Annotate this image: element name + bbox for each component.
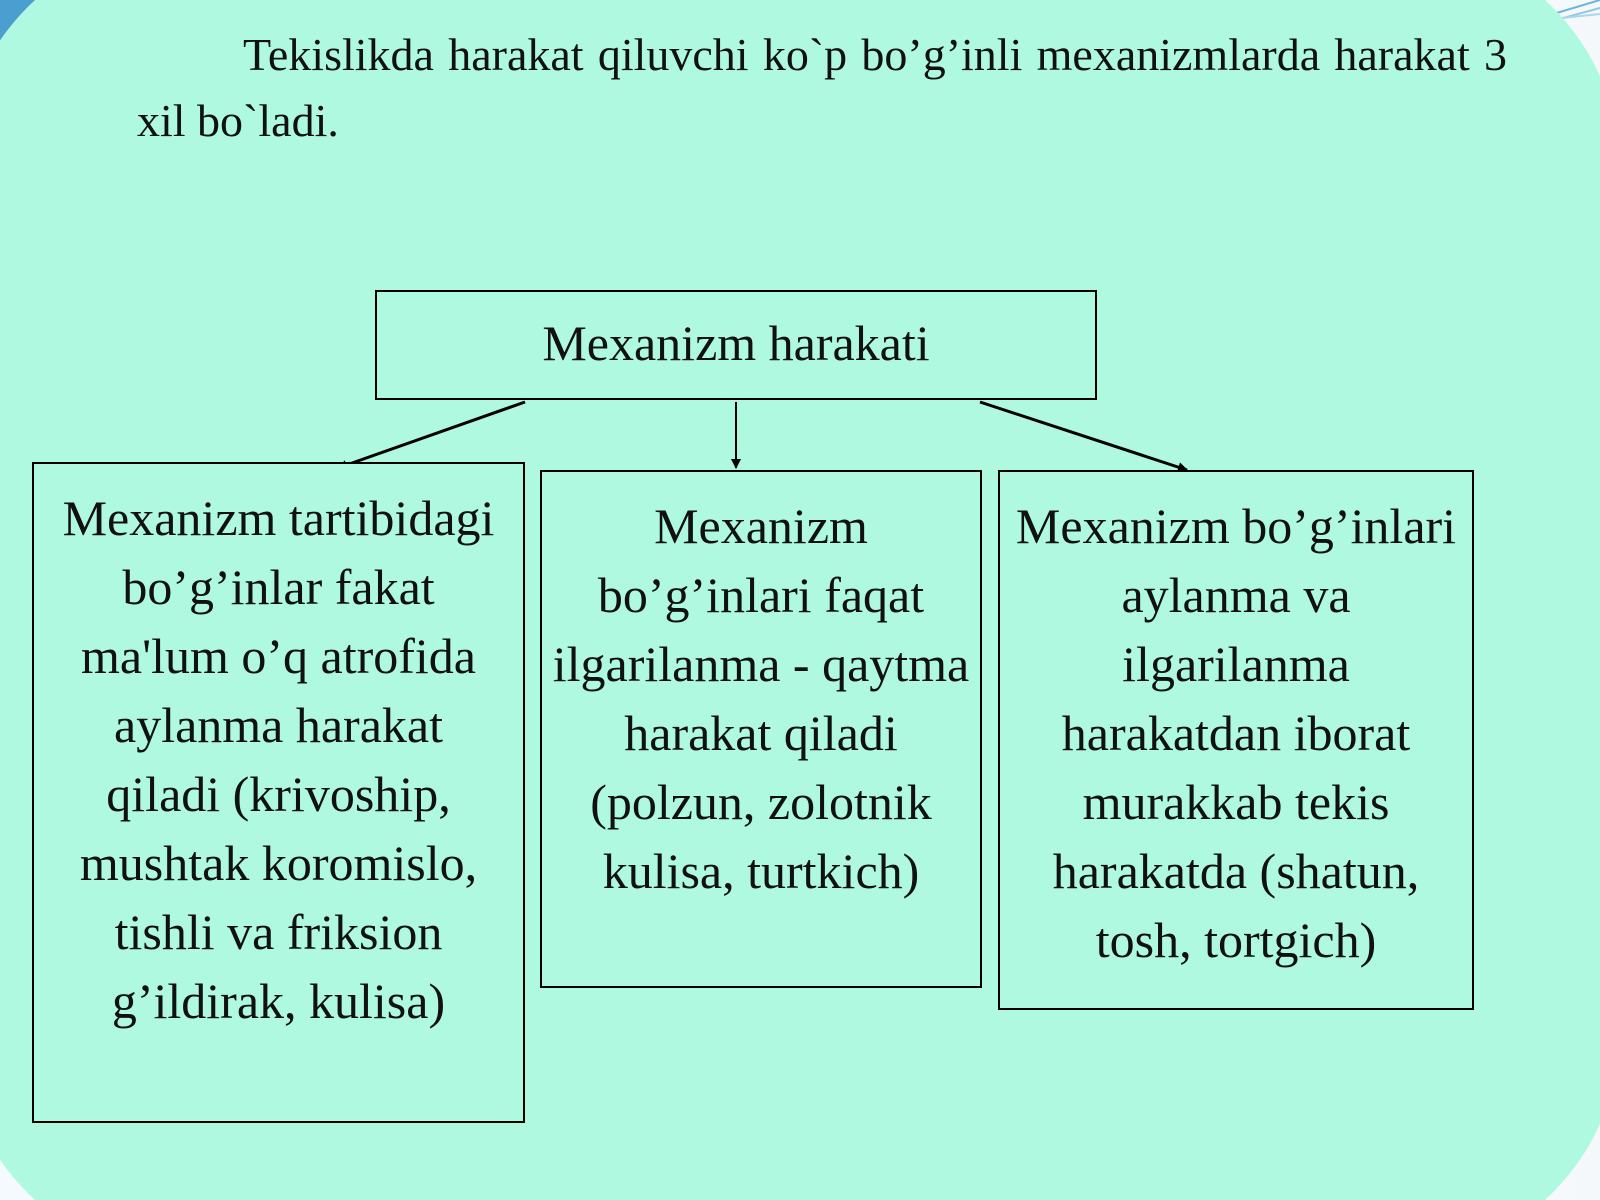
root-node [375, 290, 1097, 400]
intro-text: Tekislikda harakat qiluvchi ko`p bo’g’inli mexanizmlarda harakat 3 xil bo`ladi. [137, 29, 1507, 146]
branch-node-complex-label: Mexanizm bo’g’inlari aylanma va ilgarilanma harakatdan iborat murakkab tekis harakatda (shatun, tosh, tortgich) [1015, 498, 1457, 968]
branch-node-rotational [32, 462, 525, 1123]
branch-node-complex [998, 470, 1474, 1010]
branch-node-translational [540, 470, 982, 988]
arrow-right [980, 402, 1187, 470]
root-node-label: Mexanizm harakati [542, 315, 930, 371]
branch-node-rotational-label: Mexanizm tartibidagi bo’g’inlar fakat ma'lum o’q atrofida aylanma harakat qiladi (krivoship, mushtak koromislo, tishli va friksion g’ildirak, kulisa) [62, 490, 495, 1029]
arrow-left [338, 402, 525, 468]
branch-node-translational-label: Mexanizm bo’g’inlari faqat ilgarilanma - qaytma harakat qiladi (polzun, zolotnik kulisa, turtkich) [552, 498, 970, 899]
